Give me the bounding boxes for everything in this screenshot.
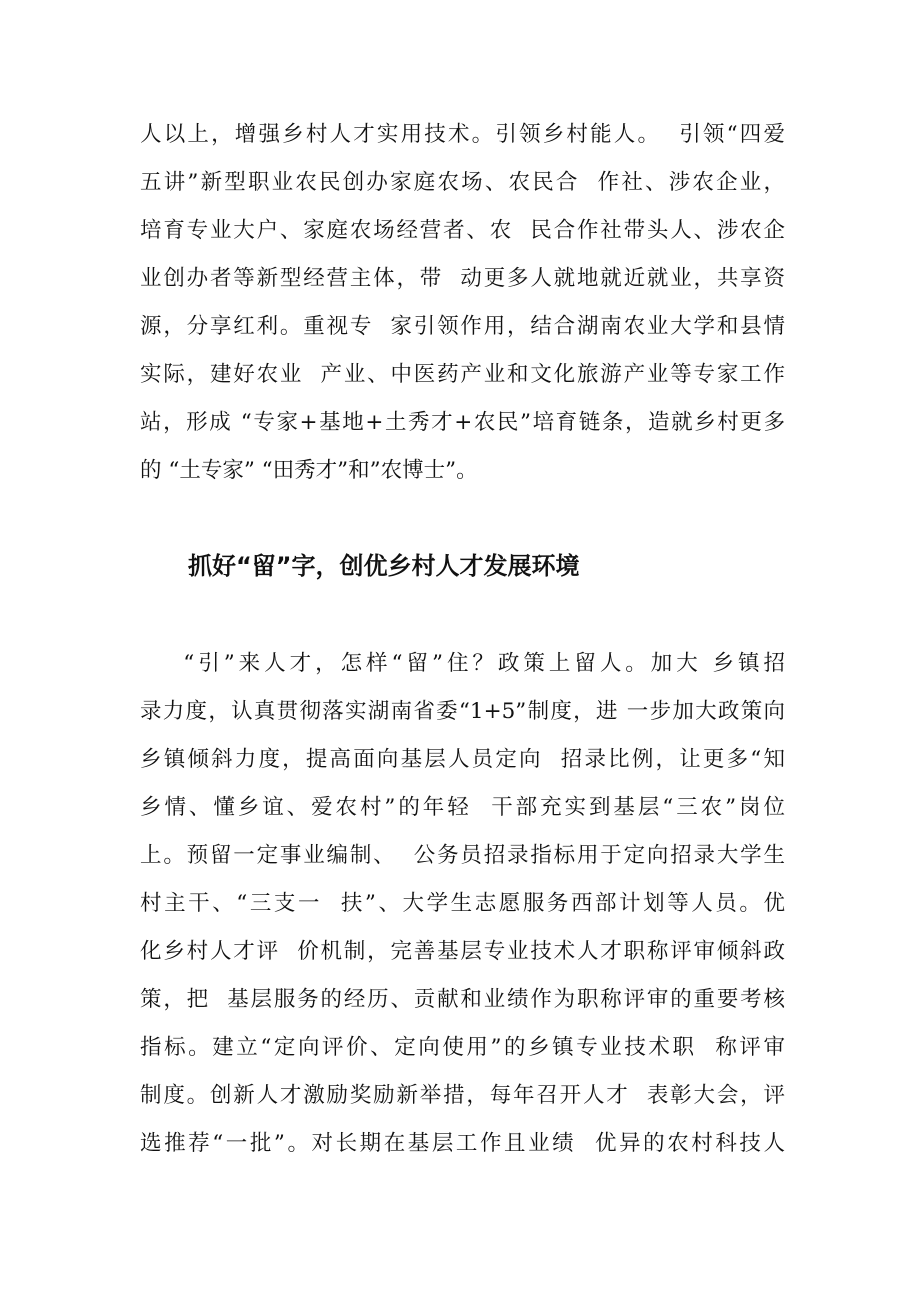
text-line: 上。预留一定事业编制、 公务员招录指标用于定向招录大学生 [140,843,785,868]
text-line: “引”来人才，怎样“留”住？政策上留人。加大 乡镇招 [140,651,785,676]
paragraph-talent-leadership [140,111,785,495]
text-line: 培育专业大户、家庭农场经营者、农 民合作社带头人、涉农企 [140,218,785,243]
text-line: 化乡村人才评 价机制，完善基层专业技术人才职称评审倾斜政 [140,939,785,964]
text-line: 人以上，增强乡村人才实用技术。引领乡村能人。 引领“四爱 [140,122,785,147]
text-line: 制度。创新人才激励奖励新举措，每年召开人才 表彰大会，评 [140,1083,785,1108]
text-line: 选推荐“一批”。对长期在基层工作且业绩 优异的农村科技人 [140,1131,785,1156]
text-line: 指标。建立“定向评价、定向使用”的乡镇专业技术职 称评审 [140,1035,785,1060]
text-line: 站，形成 “专家+基地+土秀才+农民”培育链条，造就乡村更多 [140,410,785,435]
text-line: 录力度，认真贯彻落实湖南省委“1+5”制度，进 一步加大政策向 [140,699,785,724]
paragraph-talent-retention [140,640,785,1168]
text-line: 乡镇倾斜力度，提高面向基层人员定向 招录比例，让更多“知 [140,747,785,772]
section-heading: 抓好“留”字，创优乡村人才发展环境 [188,552,580,580]
text-line: 村主干、“三支一 扶”、大学生志愿服务西部计划等人员。优 [140,891,785,916]
text-line: 源，分享红利。重视专 家引领作用，结合湖南农业大学和县情 [140,314,785,339]
text-line: 策，把 基层服务的经历、贡献和业绩作为职称评审的重要考核 [140,987,785,1012]
text-line: 的 “土专家” “田秀才”和”农博士”。 [140,458,478,483]
text-line: 实际，建好农业 产业、中医药产业和文化旅游产业等专家工作 [140,362,785,387]
text-line: 业创办者等新型经营主体，带 动更多人就地就近就业，共享资 [140,266,785,291]
text-line: 五讲”新型职业农民创办家庭农场、农民合 作社、涉农企业， [140,170,785,195]
text-line: 乡情、懂乡谊、爱农村”的年轻 干部充实到基层“三农”岗位 [140,795,785,820]
